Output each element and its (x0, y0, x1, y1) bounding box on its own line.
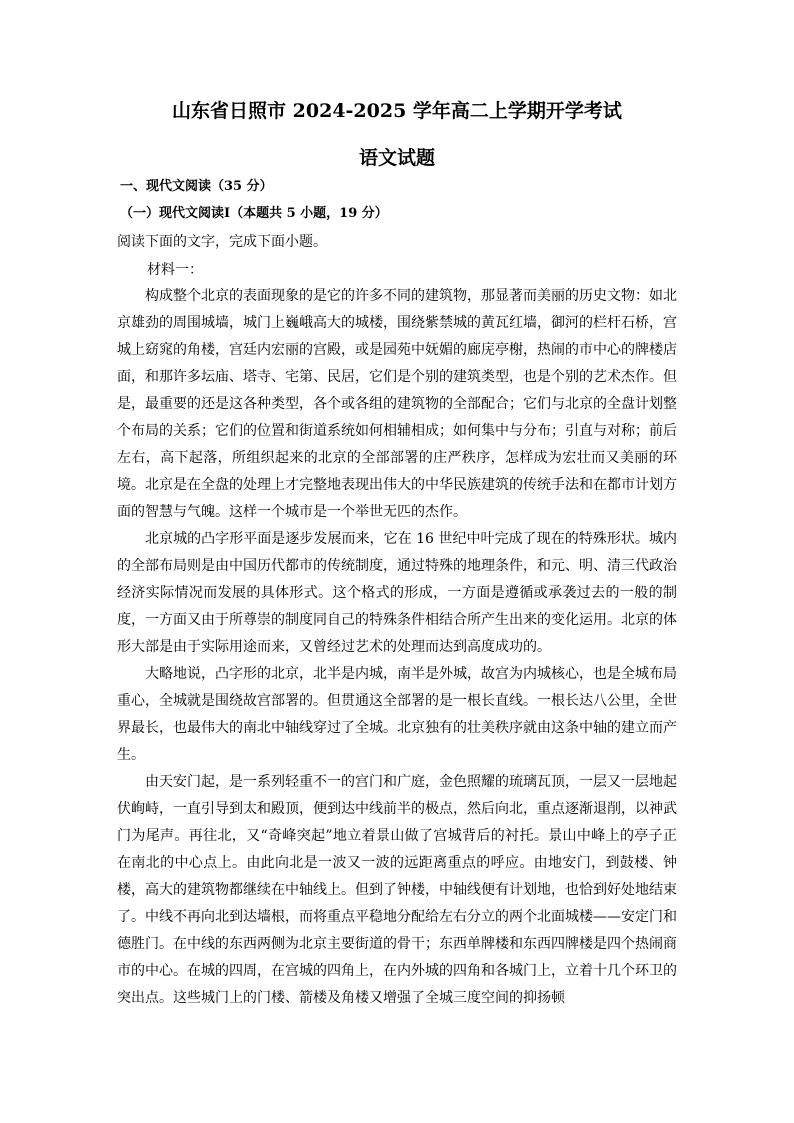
document-title: 山东省日照市 2024-2025 学年高二上学期开学考试 (172, 100, 622, 122)
passage-paragraph-2: 北京城的凸字形平面是逐步发展而来，它在 16 世纪中叶完成了现在的特殊形状。城内的全部布局则是由中国历代都市的传统制度，通过特殊的地理条件，和元、明、清三代政治经济实际情况而发展的具体形式。这个格式的形成，一方面是遵循或承袭过去的一般的制度，一方面又由于所尊崇的制度同自己的特殊条件相结合所产生出来的变化运用。北京的体形大部是由于实际用途而来，又曾经过艺术的处理而达到高度成功的。 (117, 531, 677, 655)
passage-paragraph-1: 构成整个北京的表面现象的是它的许多不同的建筑物，那显著而美丽的历史文物：如北京雄劲的周围城墙，城门上巍峨高大的城楼，围绕紫禁城的黄瓦红墙，御河的栏杆石桥，宫城上窈窕的角楼，宫廷内宏丽的宫殿，或是园苑中妩媚的廊庑亭榭，热闹的市中心的牌楼店面，和那许多坛庙、塔寺、宅第、民居，它们是个别的建筑类型，也是个别的艺术杰作。但是，最重要的还是这各种类型，各个或各组的建筑物的全部配合；它们与北京的全盘计划整个布局的关系；它们的位置和街道系统如何相辅相成；如何集中与分布；引直与对称；前后左右，高下起落，所组织起来的北京的全部部署的庄严秩序，怎样成为宏壮而又美丽的环境。北京是在全盘的处理上才完整地表现出伟大的中华民族建筑的传统手法和在都市计划方面的智慧与气魄。这样一个城市是一个举世无匹的杰作。 (117, 288, 677, 520)
passage-body (117, 283, 677, 1012)
passage-paragraph-4: 由天安门起，是一系列轻重不一的宫门和广庭，金色照耀的琉璃瓦顶，一层又一层地起伏峋峙，一直引导到太和殿顶，便到达中线前半的极点，然后向北，重点逐渐退削，以神武门为尾声。再往北，又“奇峰突起”地立着景山做了宫城背后的衬托。景山中峰上的亭子正在南北的中心点上。由此向北是一波又一波的远距离重点的呼应。由地安门，到鼓楼、钟楼，高大的建筑物都继续在中轴线上。但到了钟楼，中轴线便有计划地，也恰到好处地结束了。中线不再向北到达墙根，而将重点平稳地分配给左右分立的两个北面城楼——安定门和德胜门。在中线的东西两侧为北京主要街道的骨干；东西单牌楼和东西四牌楼是四个热闹商市的中心。在城的四周，在宫城的四角上，在内外城的四角和各城门上，立着十几个环卫的突出点。这些城门上的门楼、箭楼及角楼又增强了全城三度空间的抑扬顿 (117, 774, 677, 1006)
reading-instruction: 阅读下面的文字，完成下面小题。 (117, 234, 327, 250)
material-label: 材料一： (147, 262, 203, 278)
section-heading: 一、现代文阅读（35 分） (120, 179, 273, 194)
document-subtitle: 语文试题 (358, 147, 435, 169)
passage-paragraph-3: 大略地说，凸字形的北京，北半是内城，南半是外城，故宫为内城核心，也是全城布局重心，全城就是围绕故宫部署的。但贯通这全部署的是一根长直线。一根长达八公里，全世界最长，也最伟大的南北中轴线穿过了全城。北京独有的壮美秩序就由这条中轴的建立而产生。 (117, 666, 677, 763)
subsection-heading: （一）现代文阅读Ⅰ（本题共 5 小题，19 分） (120, 206, 388, 221)
